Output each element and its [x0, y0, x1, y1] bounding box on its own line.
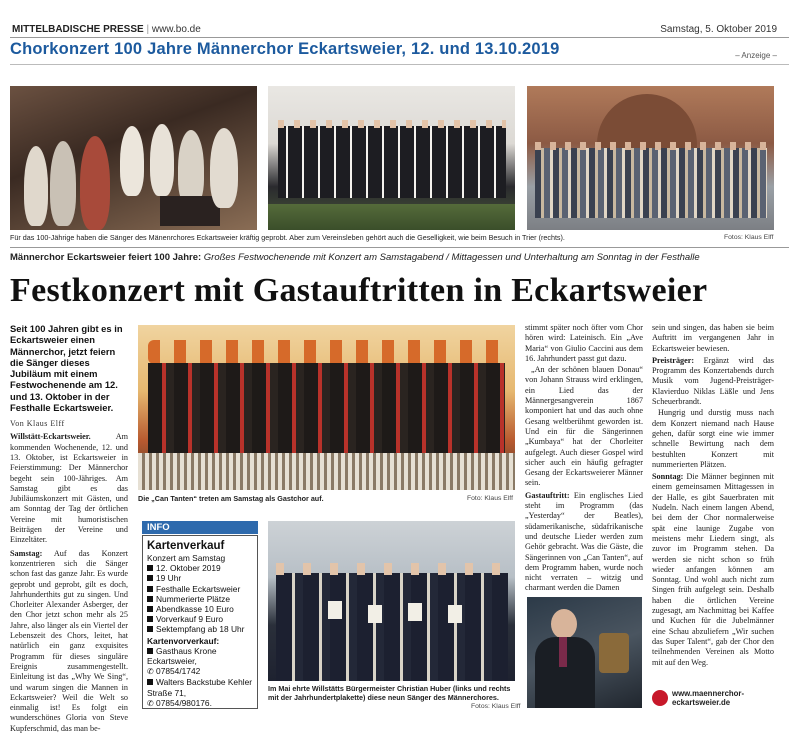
can-tanten-credit: Foto: Klaus Elff [467, 495, 513, 502]
subhead-samstag: Samstag: [10, 548, 43, 558]
paragraph-donau: „An der schönen blauen Donau“ von Johann Strauss wird erklingen, ein Lied das der Männergesangverein 1867 komponiert hat und das auch ohne Gesang weltberühmt geworden ist. Und ein für die Sängerinnen „Kumbaya“ hat der Chorleiter aufgelegt. Auch dieser Gospel wird sicher auch ein häufig gefragter Gesang der Eckartsweierer Männer sein. [525, 365, 643, 488]
top-photos-credit: Fotos: Klaus Elff [724, 234, 774, 241]
article-col-3 [525, 323, 643, 595]
info-line: Nummerierte Plätze [147, 594, 253, 604]
subhead-preistraeger: Preisträger: [652, 355, 695, 365]
dateline: Willstätt-Eckartsweier. [10, 432, 91, 442]
issue-date: Samstag, 5. Oktober 2019 [660, 24, 777, 35]
masthead-rule [10, 37, 789, 38]
can-tanten-caption: Die „Can Tanten“ treten am Samstag als Gastchor auf. [138, 494, 324, 503]
photo-rehearsal [10, 86, 257, 230]
photo-trier [527, 86, 774, 230]
info-box [138, 521, 262, 711]
info-line: Abendkasse 10 Euro [147, 604, 253, 614]
paragraph-ave-maria: stimmt später noch öfter vom Chor hören wird: Lateinisch. Ein „Ave Maria“ von Giulio Caccini aus dem 16. Jahrhundert passt gut dazu. [525, 323, 643, 363]
info-box-body [142, 535, 258, 709]
photo-can-tanten [138, 325, 515, 490]
anzeige-label: – Anzeige – [735, 51, 777, 60]
info-line: Gasthaus Krone Eckartsweier, [147, 645, 217, 667]
info-line: ✆ 07854/1742 [147, 666, 201, 677]
info-tab: INFO [142, 521, 258, 534]
info-concert [147, 553, 253, 709]
photo-honor [268, 521, 515, 681]
paragraph-sonntag: Die Männer beginnen mit einem gemeinsamen Mittagessen in der Halle, es gibt Sauerbraten mit Nudeln. Nach einem langen Abend, bei dem der Chor normalerweise spät eine launige Zugabe von meistens mehr Liedern singt, als zuvor im Programm stehen. Da werden sie nicht schon so früh wieder anfangen können am Sonntag. Und wohl auch nicht zum Singen früh aufgelegt sein. Deshalb haben die örtlichen Vereine zugesagt, am Nachmittag bei Kaffee und Kuchen für die Jubelmänner eine Schau abzuliefern „Wir suchen das Super Talent“, gab der Chor den teilnehmenden Vereinen als Motto mit auf den Weg. [652, 472, 774, 667]
kicker-italic: Großes Festwochenende mit Konzert am Samstagabend / Mittagessen und Unterhaltung am Sonntag in der Festhalle [203, 252, 700, 263]
info-line: Konzert am Samstag [147, 553, 226, 563]
paper-site: www.bo.de [151, 24, 201, 35]
paragraph-preistraeger: Ergänzt wird das Programm des Konzertabends durch Musik vom Jugend-Preisträger-Klavierduo Niklas Läßle und Jens Scheuerbrandt. [652, 355, 774, 407]
paper-name: MITTELBADISCHE PRESSE [12, 24, 144, 35]
author-byline: Von Klaus Elff [10, 419, 65, 429]
info-title: Kartenverkauf [147, 540, 225, 552]
subhead-gastauftritt: Gastauftritt: [525, 490, 570, 500]
info-line: Festhalle Eckartsweier [147, 584, 253, 594]
article-col-1 [10, 323, 128, 735]
paragraph-samstag: Auf das Konzert konzentrieren sich die Sänger schon fast das ganze Jahr. Es wurde geprobt und geprobt, gilt es doch, Jahrhunderthits gut zu singen. Und Chorleiter Alexander Asberger, der den Chor jetzt schon mehr als 25 Jahre, also länger als ein Viertel der Lebenszeit des Chors, leitet, hat natürlich ein ganz exquisites Programm für dieses singuläre Ereignis zusammengestellt. Einleitung ist das „Why We Sing“, und warum singen die Mannen in Eckartsweier? Weil die Welt so einmalig ist! Es folgt ein wunderschönes Gloria von Steve Kupferschmid, das man be- [10, 548, 128, 733]
masthead: MITTELBADISCHE PRESSE | www.bo.de [12, 24, 201, 35]
kicker-bold: Männerchor Eckartsweier feiert 100 Jahre: [10, 252, 202, 263]
info-presale-title: Kartenvorverkauf: [147, 635, 220, 646]
club-website-link[interactable]: www.maennerchor-eckartsweier.de [672, 689, 745, 707]
paragraph-bewiesen: sein und singen, das haben sie beim Auftritt im vergangenen Jahr in Eckartsweier bewiesen. [652, 323, 774, 353]
lead-paragraph: Seit 100 Jahren gibt es in Eckartsweier einen Männerchor, jetzt feiern die Sänger dieses Jubiläum mit einem Festwochenende am 12. und 13. Oktober in der Festhalle Eckartsweier. [10, 323, 123, 414]
banner-rule [10, 64, 789, 65]
banner-title: Chorkonzert 100 Jahre Männerchor Eckartsweier, 12. und 13.10.2019 [10, 40, 560, 58]
col-1-text [10, 432, 128, 734]
section-rule [10, 247, 789, 248]
photo-choir-stage [268, 86, 515, 230]
paragraph-bewirtung: Hungrig und durstig muss nach dem Konzert niemand nach Hause gehen, dafür sorgt eine wie immer schnelle Bewirtung nach dem bestuhlten Konzert mit nummerierten Plätzen. [652, 408, 774, 469]
info-line: 19 Uhr [147, 573, 253, 583]
paragraph-intro: Am kommenden Wochenende, 12. und 13. Oktober, ist Eckartsweier in Feierstimmung: Der Männerchor begeht sein 100-Jähriges. Am Samstag gibt es das Jubiläumskonzert mit Gästen, und am Sonntag der Tag der örtlichen Vereine mit humoristischen Beiträgen der Vereine und Einzeltäter. [10, 432, 128, 545]
article-col-4 [652, 323, 774, 669]
top-photos-caption: Für das 100-Jährige haben die Sänger des Mänenrchores Eckartsweier kräftig geprobt. Aber zum Vereinsleben gehört auch die Geselligkeit, wie beim Besuch in Trier (rechts). [10, 233, 565, 242]
headline: Festkonzert mit Gastauftritten in Eckartsweier [10, 272, 708, 309]
club-logo-icon [652, 690, 668, 706]
info-line: Vorverkauf 9 Euro [147, 614, 253, 624]
photo-mayor [527, 597, 642, 708]
info-line: ✆ 07854/980176. [147, 697, 212, 708]
info-line: Walters Backstube Kehler Straße 71, [147, 677, 253, 698]
honor-caption: Im Mai ehrte Willstätts Bürgermeister Christian Huber (links und rechts mit der Jahrhundertplakette) diese neun Sänger des Männerchores. [268, 684, 511, 702]
honor-credit: Fotos: Klaus Elff [471, 703, 521, 710]
info-line: Sektempfang ab 18 Uhr [147, 624, 253, 634]
info-line: 12. Oktober 2019 [147, 563, 253, 573]
paragraph-gastauftritt: Ein englisches Lied steht im Programm (das „Yesterday“ der Beatles), südamerikanische, südafrikanische und deutsche Lieder werden zum Gehör gebracht. Was die Gäste, die Sängerinnen von „Can Tanten“, auf dem Programm haben, wurde noch nicht verraten – witzig und charmant werden die Damen [525, 490, 643, 593]
kicker [10, 252, 700, 263]
subhead-sonntag: Sonntag: [652, 472, 684, 482]
